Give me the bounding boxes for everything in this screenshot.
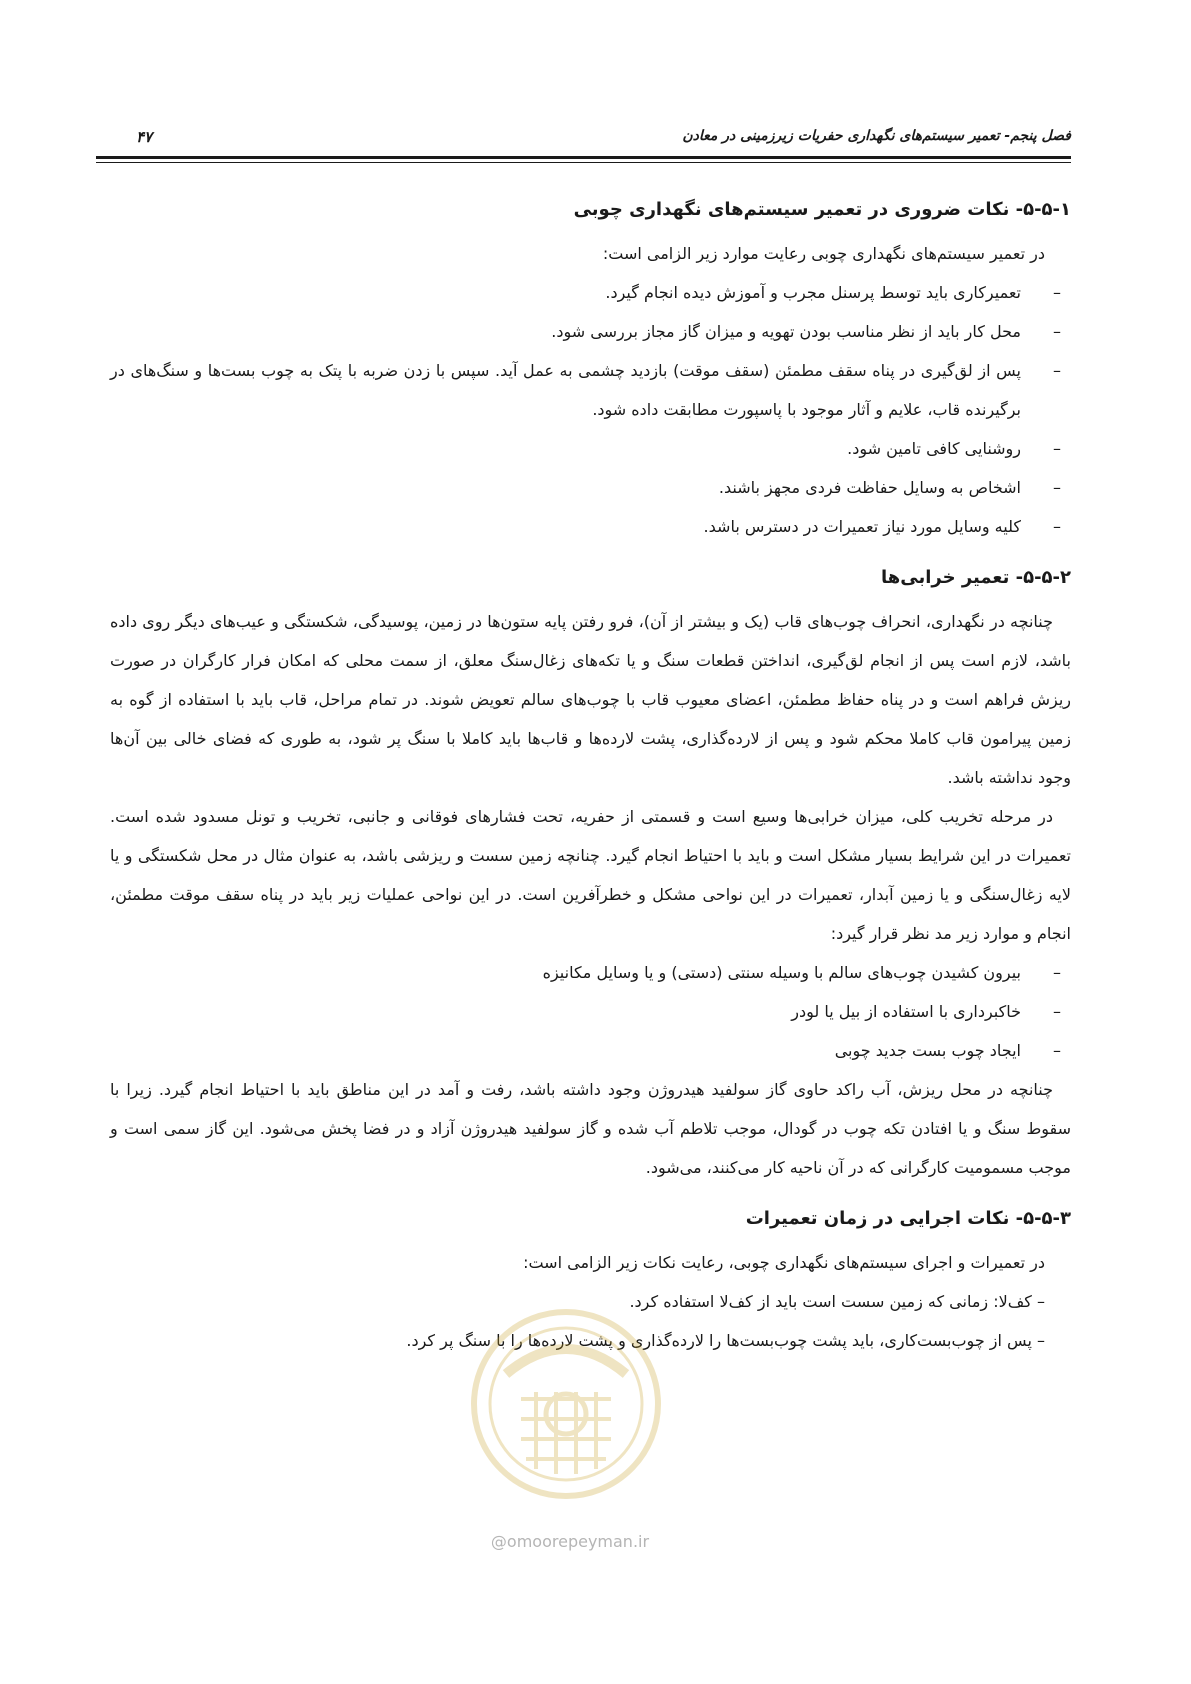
section-heading-2: ۵-۵-۲- تعمیر خرابی‌ها [881, 567, 1071, 588]
list-item-text: اشخاص به وسایل حفاظت فردی مجهز باشند. [718, 478, 1021, 497]
list-item-text: بیرون کشیدن چوب‌های سالم با وسیله سنتی (دستی) و یا وسایل مکانیزه [542, 963, 1021, 982]
list-item-text: پس از لق‌گیری در پناه سقف مطمئن (سقف موقت) بازدید چشمی به عمل آید. سپس با زدن ضربه با پتک به چوب بست‌ها و سنگ‌های در برگیرنده قاب، علایم و آثار موجود با پاسپورت مطابقت داده شود. [110, 361, 1021, 419]
list-item [110, 312, 1071, 351]
list-item [110, 1031, 1071, 1070]
section2-list [110, 953, 1071, 1070]
dash-bullet: – [1053, 963, 1061, 982]
running-title: فصل پنجم- تعمیر سیستم‌های نگهداری حفریات زیرزمینی در معادن [682, 128, 1071, 144]
dash-bullet: – [1053, 439, 1061, 458]
watermark-site: @omoorepeyman.ir [490, 1532, 650, 1551]
list-item [110, 429, 1071, 468]
list-item-text: محل کار باید از نظر مناسب بودن تهویه و میزان گاز مجاز بررسی شود. [551, 322, 1021, 341]
dash-bullet: – [1053, 478, 1061, 497]
page-body [110, 186, 1071, 1360]
section3-item: – کف‌لا: زمانی که زمین سست است باید از کف‌لا استفاده کرد. [629, 1292, 1045, 1311]
list-item [110, 953, 1071, 992]
list-item [110, 468, 1071, 507]
list-item-text: روشنایی کافی تامین شود. [847, 439, 1021, 458]
list-item-text: کلیه وسایل مورد نیاز تعمیرات در دسترس باشد. [703, 517, 1021, 536]
section3-intro: در تعمیرات و اجرای سیستم‌های نگهداری چوبی، رعایت نکات زیر الزامی است: [523, 1253, 1045, 1272]
list-item [110, 273, 1071, 312]
list-item [110, 351, 1071, 429]
dash-bullet: – [1053, 322, 1061, 341]
section-heading-3: ۵-۵-۳- نکات اجرایی در زمان تعمیرات [745, 1208, 1071, 1229]
section1-list [110, 273, 1071, 546]
section2-paragraph-3: چنانچه در محل ریزش، آب راکد حاوی گاز سولفید هیدروژن وجود داشته باشد، رفت و آمد در این مناطق باید با احتیاط انجام گیرد. زیرا با سقوط سنگ و یا افتادن تکه چوب در گودال، موجب تلاطم آب شده و گاز سولفید هیدروژن آزاد و در فضا پخش می‌شود. این گاز سمی است و موجب مسمومیت کارگرانی که در آن ناحیه کار می‌کنند، می‌شود. [110, 1080, 1071, 1177]
header-rule-thin [96, 162, 1071, 163]
dash-bullet: – [1053, 283, 1061, 302]
page-header [96, 128, 1071, 152]
list-item-text: خاکبرداری با استفاده از بیل یا لودر [791, 1002, 1021, 1021]
list-item [110, 992, 1071, 1031]
list-item [110, 507, 1071, 546]
section3-item: – پس از چوب‌بست‌کاری، باید پشت چوب‌بست‌ها را لارده‌گذاری و پشت لارده‌ها را با سنگ پر کرد. [406, 1331, 1045, 1350]
dash-bullet: – [1053, 361, 1061, 380]
section-heading-1: ۵-۵-۱- نکات ضروری در تعمیر سیستم‌های نگهداری چوبی [573, 199, 1071, 220]
section1-intro: در تعمیر سیستم‌های نگهداری چوبی رعایت موارد زیر الزامی است: [602, 244, 1045, 263]
list-item-text: ایجاد چوب بست جدید چوبی [834, 1041, 1021, 1060]
section2-paragraph-2: در مرحله تخریب کلی، میزان خرابی‌ها وسیع است و قسمتی از حفریه، تحت فشارهای فوقانی و جانبی، تخریب و تونل مسدود شده است. تعمیرات در این شرایط بسیار مشکل است و باید با احتیاط انجام گیرد. چنانچه زمین سست و ریزشی باشد، به عنوان مثال در محل شکستگی و یا لایه زغال‌سنگی و یا زمین آبدار، تعمیرات در این نواحی مشکل و خطرآفرین است. در این نواحی عملیات زیر باید در پناه سقف موقت مطمئن، انجام و موارد زیر مد نظر قرار گیرد: [110, 807, 1071, 943]
dash-bullet: – [1053, 1002, 1061, 1021]
page-number: ۴۷ [136, 128, 153, 146]
list-item-text: تعمیرکاری باید توسط پرسنل مجرب و آموزش دیده انجام گیرد. [605, 283, 1021, 302]
section2-paragraph-1: چنانچه در نگهداری، انحراف چوب‌های قاب (یک و بیشتر از آن)، فرو رفتن پایه ستون‌ها در زمین، پوسیدگی، شکستگی و عیب‌های دیگر روی داده باشد، لازم است پس از انجام لق‌گیری، انداختن قطعات سنگ و یا تکه‌های زغال‌سنگ معلق، از سمت محلی که امکان فرار کارگران در صورت ریزش فراهم است و در پناه حفاظ مطمئن، اعضای معیوب قاب با چوب‌های سالم تعویض شوند. در تمام مراحل، قاب باید با استفاده از گوه به زمین پیرامون قاب کاملا محکم شود و پس از لارده‌گذاری، پشت لارده‌ها و قاب‌ها باید کاملا با سنگ پر شود، به طوری که فضای خالی بین آن‌ها وجود نداشته باشد. [110, 612, 1071, 787]
header-rule-thick [96, 156, 1071, 159]
dash-bullet: – [1053, 1041, 1061, 1060]
dash-bullet: – [1053, 517, 1061, 536]
